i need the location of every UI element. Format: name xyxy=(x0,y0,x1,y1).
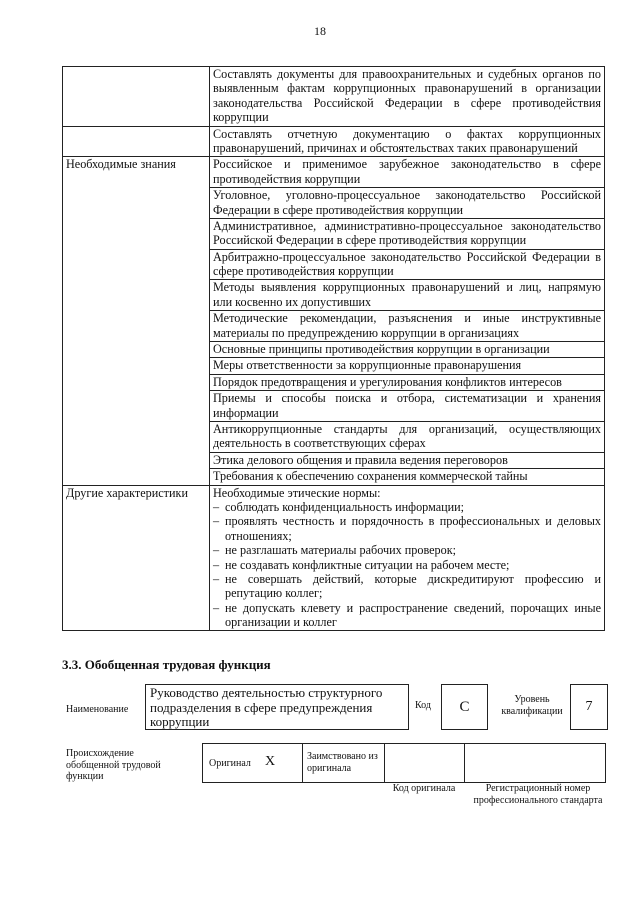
level-value: 7 xyxy=(585,699,593,714)
ethics-item-text: не разглашать материалы рабочих проверок; xyxy=(225,543,457,558)
table-cell: Антикоррупционные стандарты для организаций, осуществляющих деятельность в соответствующих сферах xyxy=(210,421,605,452)
page-number: 18 xyxy=(314,24,326,38)
reg-number-caption: Регистрационный номер профессионального стандарта xyxy=(473,783,603,806)
origin-divider xyxy=(302,743,303,783)
table-cell: Составлять отчетную документацию о фактах коррупционных правонарушений, причинах и обстоятельствах таких правонарушений xyxy=(210,126,605,157)
ethics-item-text: не допускать клевету и распространение сведений, порочащих иные организации и коллег xyxy=(225,600,601,630)
table-row xyxy=(63,485,605,631)
table-cell: Российское и применимое зарубежное законодательство в сфере противодействия коррупции xyxy=(210,157,605,188)
ethics-item-text: не совершать действий, которые дискредитируют профессию и репутацию коллег; xyxy=(225,571,601,601)
table-cell: Административное, административно-процессуальное законодательство Российской Федерации в сфере противодействия коррупции xyxy=(210,218,605,249)
level-label: Уровень квалификации xyxy=(501,694,563,717)
row-label xyxy=(63,126,210,157)
table-cell: Приемы и способы поиска и отбора, систематизации и хранения информации xyxy=(210,391,605,422)
code-value: С xyxy=(459,699,470,715)
table-cell: Составлять документы для правоохранительных и судебных органов по выявленным фактам коррупционных правонарушений в организации законодательства Российской Федерации в сфере противодействия коррупции xyxy=(210,67,605,127)
ethics-item: – соблюдать конфиденциальность информации; xyxy=(213,499,465,514)
ethics-intro: Необходимые этические нормы: xyxy=(213,485,381,500)
table-cell: Уголовное, уголовно-процессуальное законодательство Российской Федерации в сфере противодействия коррупции xyxy=(210,188,605,219)
ethics-item-text: не создавать конфликтные ситуации на рабочем месте; xyxy=(225,557,510,572)
other-characteristics-label: Другие характеристики xyxy=(63,485,210,631)
origin-label: Происхождение обобщенной трудовой функции xyxy=(66,748,161,782)
ethics-item: – не допускать клевету и распространение сведений, порочащих иные организации и коллег xyxy=(213,600,601,630)
origin-code-caption: Код оригинала xyxy=(392,783,456,794)
table-cell: Основные принципы противодействия коррупции в организации xyxy=(210,342,605,358)
ethics-item: – проявлять честность и порядочность в профессиональных и деловых отношениях; xyxy=(213,514,601,543)
ethics-item-text: соблюдать конфиденциальность информации; xyxy=(225,499,465,514)
name-value: Руководство деятельностью структурного подразделения в сфере предупреждения коррупции xyxy=(150,685,383,730)
ethics-item: – не разглашать материалы рабочих проверок; xyxy=(213,543,457,558)
table-cell: Требования к обеспечению сохранения коммерческой тайны xyxy=(210,469,605,485)
table-row xyxy=(63,157,605,188)
origin-divider xyxy=(384,743,385,783)
section-title: 3.3. Обобщенная трудовая функция xyxy=(62,657,271,672)
code-value-box xyxy=(441,684,488,730)
table-cell: Методические рекомендации, разъяснения и иные инструктивные материалы по предупреждению коррупции в организациях xyxy=(210,311,605,342)
row-label xyxy=(63,67,210,127)
ethics-cell xyxy=(210,485,605,631)
ethics-item: – не совершать действий, которые дискредитируют профессию и репутацию коллег; xyxy=(213,571,601,601)
table-cell: Арбитражно-процессуальное законодательство Российской Федерации в сфере противодействия коррупции xyxy=(210,249,605,280)
ethics-item: – не создавать конфликтные ситуации на рабочем месте; xyxy=(213,557,510,572)
name-value-box xyxy=(145,684,409,730)
original-label: Оригинал xyxy=(209,758,251,769)
origin-box xyxy=(202,743,606,783)
level-value-box xyxy=(570,684,608,730)
table-row xyxy=(63,67,605,127)
name-label: Наименование xyxy=(66,704,129,715)
table-cell: Этика делового общения и правила ведения переговоров xyxy=(210,452,605,468)
knowledge-table xyxy=(62,66,605,631)
borrowed-label: Заимствовано из оригинала xyxy=(307,751,378,774)
table-cell: Меры ответственности за коррупционные правонарушения xyxy=(210,358,605,374)
original-mark: X xyxy=(265,754,276,769)
origin-divider xyxy=(464,743,465,783)
table-cell: Порядок предотвращения и урегулирования конфликтов интересов xyxy=(210,374,605,390)
ethics-item-text: проявлять честность и порядочность в профессиональных и деловых отношениях; xyxy=(225,514,601,543)
knowledge-label: Необходимые знания xyxy=(63,157,210,485)
code-label: Код xyxy=(415,700,431,711)
table-cell: Методы выявления коррупционных правонарушений и лиц, напрямую или косвенно их допустивших xyxy=(210,280,605,311)
table-row xyxy=(63,126,605,157)
